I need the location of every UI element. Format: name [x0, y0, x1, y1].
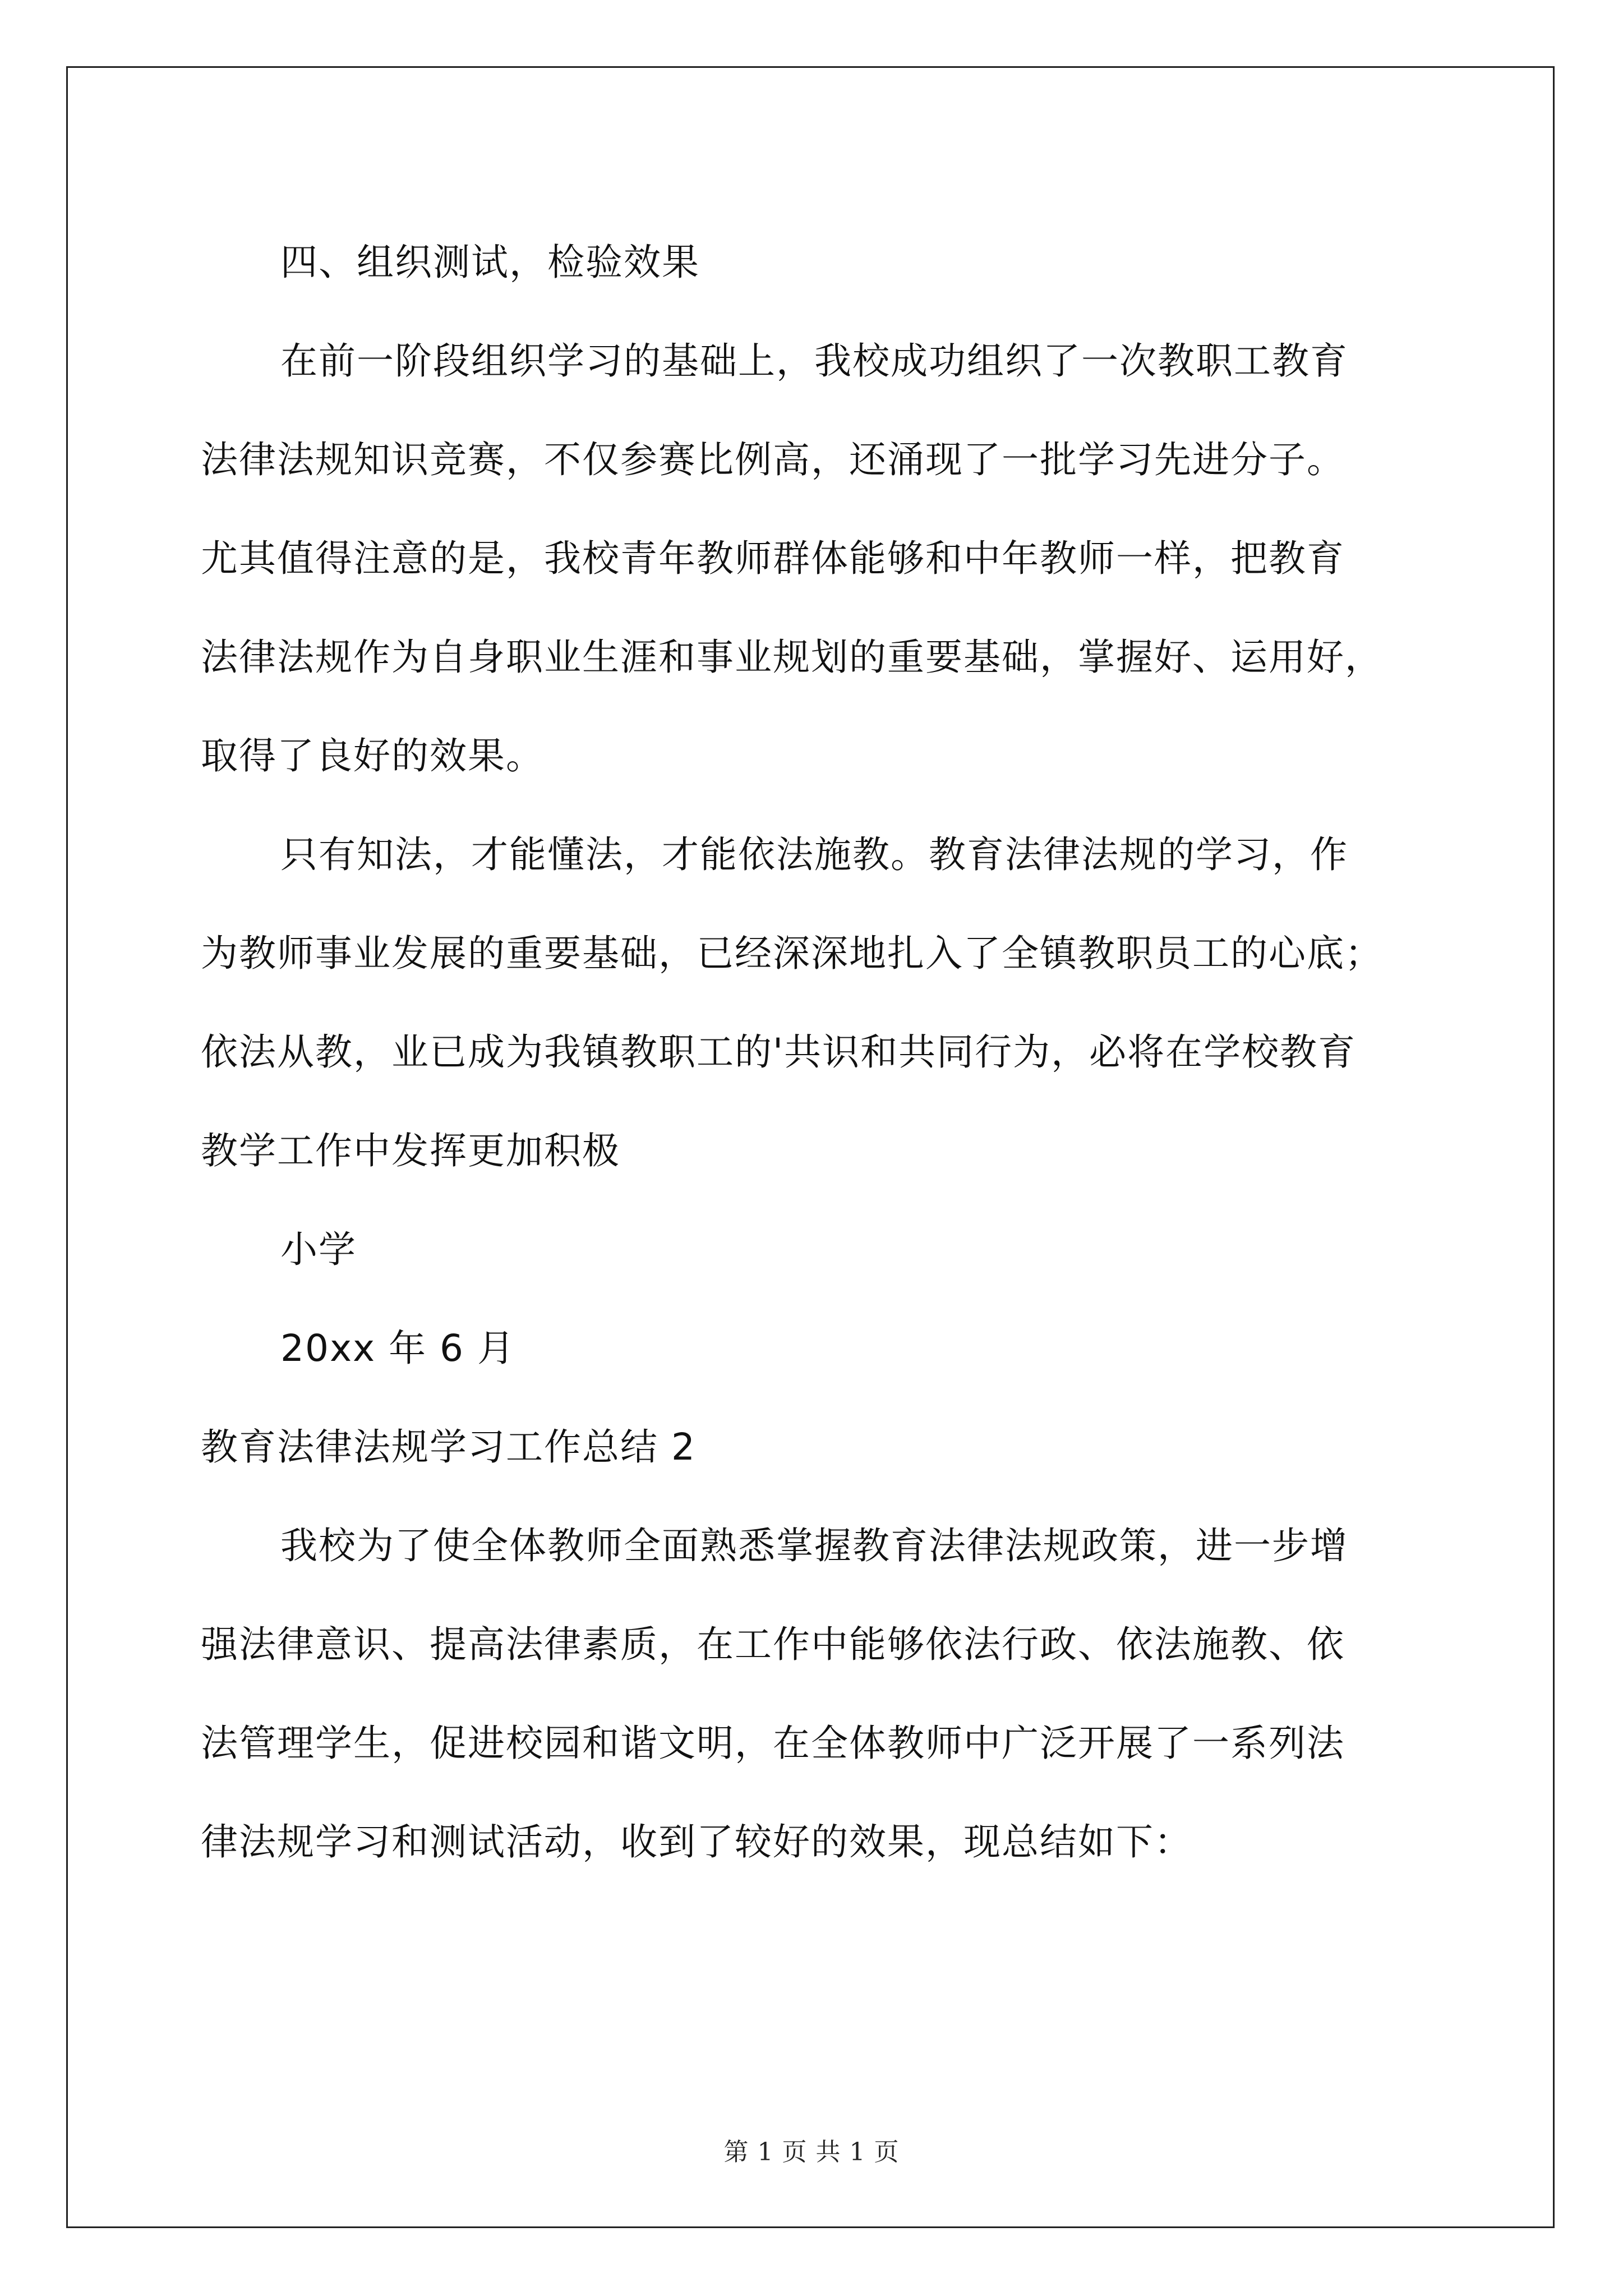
paragraph-line: 只有知法，才能懂法，才能依法施教。教育法律法规的学习，作: [280, 833, 1348, 876]
paragraph-line: 在前一阶段组织学习的基础上，我校成功组织了一次教职工教育: [280, 339, 1348, 383]
paragraph-line: 依法从教，业已成为我镇教职工的'共识和共同行为，必将在学校教育: [201, 1030, 1357, 1074]
paragraph-line: 教学工作中发挥更加积极: [201, 1129, 620, 1172]
paragraph-line: 法律法规作为自身职业生涯和事业规划的重要基础，掌握好、运用好，: [201, 636, 1383, 679]
document-body: [201, 213, 1435, 1892]
paragraph-line: 尤其值得注意的是，我校青年教师群体能够和中年教师一样，把教育: [201, 537, 1345, 580]
paragraph-line: 法律法规知识竞赛，不仅参赛比例高，还涌现了一批学习先进分子。: [201, 438, 1345, 481]
paragraph-line: 律法规学习和测试活动，收到了较好的效果，现总结如下：: [201, 1820, 1192, 1864]
paragraph-line: 强法律意识、提高法律素质，在工作中能够依法行政、依法施教、依: [201, 1623, 1345, 1666]
document-title: 教育法律法规学习工作总结 2: [201, 1425, 696, 1469]
section-heading: 四、组织测试，检验效果: [280, 241, 700, 284]
paragraph-line: 我校为了使全体教师全面熟悉掌握教育法律法规政策，进一步增: [280, 1524, 1348, 1567]
paragraph-line: 法管理学生，促进校园和谐文明，在全体教师中广泛开展了一系列法: [201, 1722, 1345, 1765]
paragraph-line: 为教师事业发展的重要基础，已经深深地扎入了全镇教职员工的心底；: [201, 932, 1383, 975]
page-footer: 第 1 页 共 1 页: [723, 2138, 900, 2166]
paragraph-line: 取得了良好的效果。: [201, 734, 544, 777]
signature-school: 小学: [280, 1228, 357, 1271]
signature-date: 20xx 年 6 月: [280, 1327, 516, 1370]
